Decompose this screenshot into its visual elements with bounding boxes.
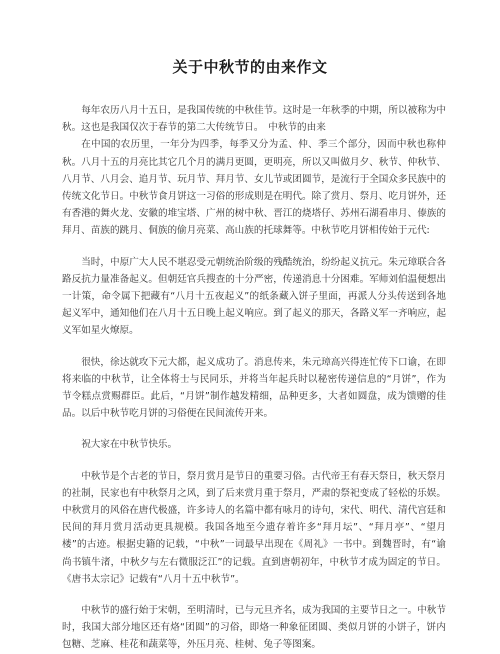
paragraph-gap [62, 340, 446, 354]
paragraph-gap [62, 240, 446, 254]
paragraph-5: 祝大家在中秋节快乐。 [81, 439, 178, 451]
paragraph-gap [62, 588, 446, 602]
paragraph-1: 每年农历八月十五日，是我国传统的中秋佳节。这时是一年秋季的中期，所以被称为中秋。这也是我国仅次于春节的第二大传统节日。 中秋节的由来 [62, 105, 446, 134]
paragraph-2: 在中国的农历里，一年分为四季，每季又分为孟、仲、季三个部分，因而中秋也称仲秋。八月十五的月亮比其它几个月的满月更圆，更明亮，所以又叫做月夕、秋节、仲秋节、八月节、八月会、追月节、玩月节、拜月节、女儿节或团圆节，是流行于全国众多民族中的传统文化节日。中秋节食月饼这一习俗的形成则是在明代。除了赏月、祭月、吃月饼外，还有香港的舞火龙、安徽的堆宝塔、广州的树中秋、晋江的烧塔仔、苏州石湖看串月、傣族的拜月、苗族的跳月、侗族的偷月亮菜、高山族的托球舞等。中秋节吃月饼相传始于元代: [62, 139, 446, 237]
document-title: 关于中秋节的由来作文 [172, 58, 328, 76]
document-body [62, 102, 446, 654]
paragraph-gap [62, 454, 446, 468]
paragraph-4: 很快，徐达就攻下元大都，起义成功了。消息传来，朱元璋高兴得连忙传下口谕，在即将来临的中秋节，让全体将士与民同乐，并将当年起兵时以秘密传递信息的“月饼”，作为节令糕点赏赐群臣。此后，“月饼”制作越发精细，品种更多，大者如圆盘，成为馈赠的佳品。以后中秋节吃月饼的习俗便在民间流传开来。 [62, 356, 446, 420]
paragraph-3: 当时，中原广大人民不堪忍受元朝统治阶级的残酷统治，纷纷起义抗元。朱元璋联合各路反抗力量准备起义。但朝廷官兵搜查的十分严密，传递消息十分困难。军师刘伯温便想出一计策，命令属下把藏有“八月十五夜起义”的纸条藏入饼子里面，再派人分头传送到各地起义军中，通知他们在八月十五日晚上起义响应。到了起义的那天，各路义军一齐响应，起义军如星火燎原。 [62, 256, 446, 337]
paragraph-gap [62, 422, 446, 436]
paragraph-7: 中秋节的盛行始于宋朝，至明清时，已与元旦齐名，成为我国的主要节日之一。中秋节时，我国大部分地区还有烙“团圆”的习俗，即烙一种象征团圆、类似月饼的小饼子，饼内包糖、芝麻、桂花和蔬菜等，外压月亮、桂树、兔子等图案。 [62, 605, 446, 651]
paragraph-6: 中秋节是个古老的节日，祭月赏月是节日的重要习俗。古代帝王有春天祭日，秋天祭月的社制，民家也有中秋祭月之风，到了后来赏月重于祭月，严肃的祭祀变成了轻松的乐娱。中秋赏月的风俗在唐代极盛，许多诗人的名篇中都有咏月的诗句，宋代、明代、清代宫廷和民间的拜月赏月活动更具规模。我国各地至今遗存着许多“拜月坛”、“拜月亭”、“望月楼”的古迹。根据史籍的记载，“中秋”一词最早出现在《周礼》一书中。到魏晋时，有“谕尚书镇牛渚，中秋夕与左右微服泛江”的记载。直到唐朝初年，中秋节才成为固定的节日。《唐书太宗记》记载有“八月十五中秋节”。 [62, 470, 446, 585]
